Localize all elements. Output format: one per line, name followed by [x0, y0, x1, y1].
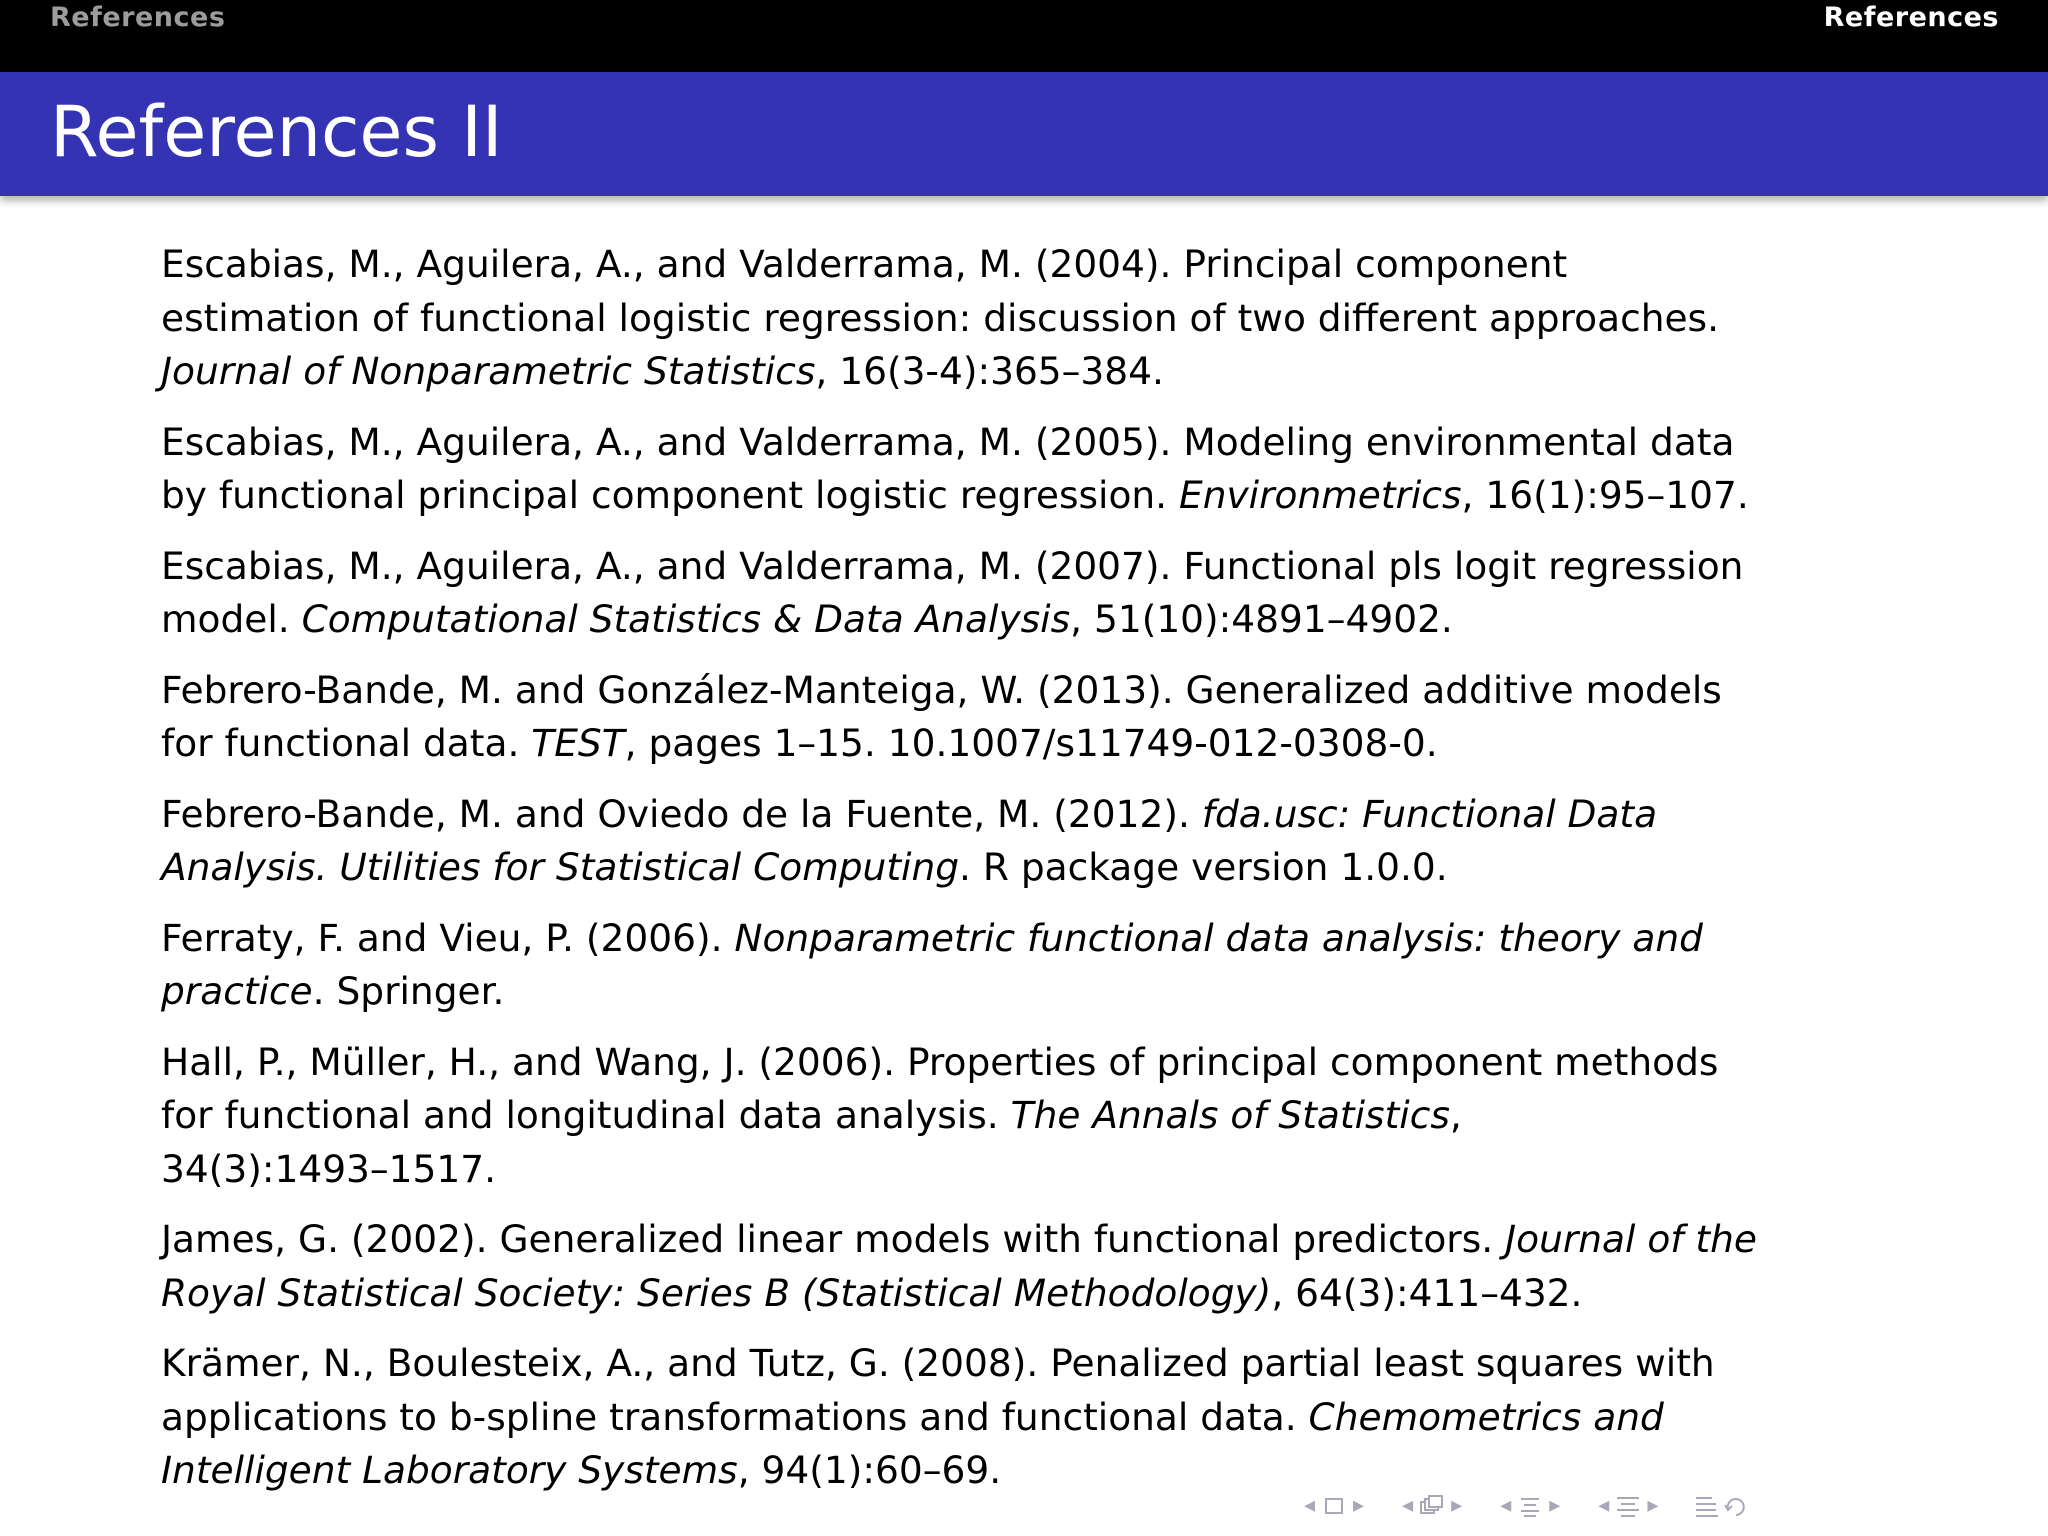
- reference-line: [161, 788, 1901, 842]
- bibliography-list: [161, 238, 1901, 1518]
- reference-line: [161, 469, 1901, 523]
- reference-entry: [161, 664, 1901, 771]
- reference-venue: Chemometrics and: [1308, 1394, 1664, 1439]
- reference-text: James, G. (2002). Generalized linear models with functional predictors.: [161, 1217, 1506, 1261]
- reference-text: , 51(10):4891–4902.: [1070, 597, 1453, 641]
- headline-section-right[interactable]: References: [1823, 2, 1999, 33]
- reference-text: estimation of functional logistic regression: discussion of two different approaches.: [161, 295, 1720, 340]
- section-lines-icon[interactable]: [1613, 1491, 1643, 1521]
- reference-text: Escabias, M., Aguilera, A., and Valderrama, M. (2004). Principal component: [161, 242, 1568, 286]
- frame-stack-icon[interactable]: [1417, 1491, 1447, 1521]
- reference-venue: fda.usc: Functional Data: [1201, 791, 1658, 836]
- frame-title-bar: [0, 72, 2048, 196]
- reference-text: ,: [1449, 1093, 1462, 1137]
- reference-text: Febrero-Bande, M. and Oviedo de la Fuente, M. (2012).: [161, 791, 1202, 836]
- document-lines-icon[interactable]: [1692, 1491, 1722, 1521]
- reference-line: [161, 1036, 1901, 1090]
- reference-line: [161, 238, 1901, 292]
- reference-text: model.: [161, 597, 302, 641]
- nav-right-arrow-icon[interactable]: ▸: [1549, 1493, 1561, 1518]
- reference-line: [161, 416, 1901, 470]
- reference-line: [161, 664, 1901, 718]
- reference-entry: [161, 416, 1901, 523]
- reference-venue: TEST: [531, 721, 625, 765]
- reference-line: [161, 292, 1901, 346]
- reference-venue: practice: [161, 969, 313, 1013]
- reference-text: . R package version 1.0.0.: [959, 845, 1448, 889]
- reference-text: for functional and longitudinal data analysis.: [161, 1093, 1011, 1137]
- nav-appendix: [1692, 1491, 1752, 1521]
- reference-text: . Springer.: [312, 969, 505, 1013]
- reference-entry: [161, 1036, 1901, 1197]
- reference-line: [161, 593, 1901, 647]
- reference-text: Escabias, M., Aguilera, A., and Valderrama, M. (2005). Modeling environmental data: [161, 419, 1735, 464]
- reference-line: [161, 912, 1901, 966]
- reference-venue: Computational Statistics & Data Analysis: [301, 597, 1071, 641]
- reference-entry: [161, 1337, 1901, 1498]
- reference-text: Hall, P., Müller, H., and Wang, J. (2006). Properties of principal component methods: [161, 1039, 1719, 1084]
- reference-venue: Journal of Nonparametric Statistics: [161, 349, 816, 393]
- reference-line: [161, 1089, 1901, 1143]
- reference-venue: Analysis. Utilities for Statistical Computing: [161, 845, 960, 889]
- reference-line: [161, 841, 1901, 895]
- nav-subsection: [1496, 1491, 1564, 1521]
- reference-text: , 16(3-4):365–384.: [815, 349, 1164, 393]
- reference-text: by functional principal component logistic regression.: [161, 473, 1180, 517]
- reference-line: [161, 1337, 1901, 1391]
- reference-venue: Journal of the: [1505, 1217, 1757, 1261]
- reference-line: [161, 1267, 1901, 1321]
- reference-line: [161, 1391, 1901, 1445]
- reference-line: [161, 345, 1901, 399]
- reference-text: , pages 1–15. 10.1007/s11749-012-0308-0.: [624, 721, 1438, 765]
- nav-left-arrow-icon[interactable]: ◂: [1402, 1493, 1414, 1518]
- reference-text: Ferraty, F. and Vieu, P. (2006).: [161, 915, 735, 960]
- nav-right-arrow-icon[interactable]: ▸: [1353, 1493, 1365, 1518]
- reference-text: for functional data.: [161, 721, 532, 765]
- nav-slide: [1300, 1491, 1368, 1521]
- navigation-bar: [1300, 1488, 1752, 1524]
- reference-line: [161, 717, 1901, 771]
- slide-square-icon[interactable]: [1319, 1491, 1349, 1521]
- reference-text: , 16(1):95–107.: [1461, 473, 1749, 517]
- nav-right-arrow-icon[interactable]: ▸: [1647, 1493, 1659, 1518]
- nav-left-arrow-icon[interactable]: ◂: [1304, 1493, 1316, 1518]
- subsection-lines-icon[interactable]: [1515, 1491, 1545, 1521]
- nav-left-arrow-icon[interactable]: ◂: [1500, 1493, 1512, 1518]
- reference-text: 34(3):1493–1517.: [161, 1146, 497, 1191]
- headline-section-left[interactable]: References: [50, 2, 226, 33]
- reference-line: [161, 965, 1901, 1019]
- reference-venue: Intelligent Laboratory Systems: [161, 1448, 738, 1492]
- headline-bar: [0, 0, 2048, 72]
- reference-entry: [161, 788, 1901, 895]
- reference-entry: [161, 540, 1901, 647]
- reference-text: , 94(1):60–69.: [737, 1448, 1002, 1492]
- search-return-icon[interactable]: [1722, 1491, 1752, 1521]
- reference-venue: Nonparametric functional data analysis: theory and: [734, 915, 1703, 960]
- nav-right-arrow-icon[interactable]: ▸: [1451, 1493, 1463, 1518]
- reference-line: [161, 1143, 1901, 1197]
- reference-entry: [161, 1213, 1901, 1320]
- reference-venue: The Annals of Statistics: [1010, 1093, 1450, 1137]
- reference-text: applications to b-spline transformations and functional data.: [161, 1394, 1309, 1439]
- nav-left-arrow-icon[interactable]: ◂: [1598, 1493, 1610, 1518]
- frame-title: References II: [50, 91, 503, 173]
- reference-text: Escabias, M., Aguilera, A., and Valderrama, M. (2007). Functional pls logit regression: [161, 543, 1744, 588]
- reference-text: Krämer, N., Boulesteix, A., and Tutz, G. (2008). Penalized partial least squares with: [161, 1341, 1715, 1385]
- reference-text: , 64(3):411–432.: [1271, 1270, 1583, 1315]
- reference-line: [161, 1213, 1901, 1267]
- reference-venue: Royal Statistical Society: Series B (Statistical Methodology): [161, 1270, 1272, 1315]
- nav-section: [1594, 1491, 1662, 1521]
- reference-text: Febrero-Bande, M. and González-Manteiga, W. (2013). Generalized additive models: [161, 667, 1722, 712]
- reference-venue: Environmetrics: [1179, 473, 1462, 517]
- reference-line: [161, 540, 1901, 594]
- reference-entry: [161, 912, 1901, 1019]
- reference-entry: [161, 238, 1901, 399]
- nav-frame: [1398, 1491, 1466, 1521]
